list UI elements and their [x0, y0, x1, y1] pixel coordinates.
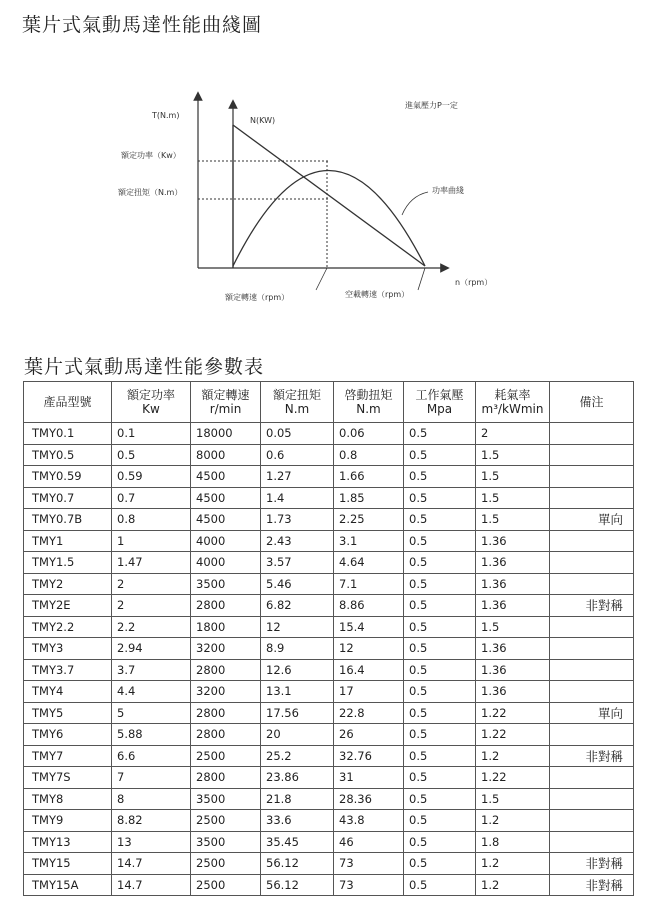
- table-cell: 1.22: [476, 724, 550, 746]
- table-cell: 1.36: [476, 552, 550, 574]
- table-cell: 25.2: [261, 745, 334, 767]
- table-cell: 1.73: [261, 509, 334, 531]
- table-cell: 非對稱: [550, 853, 634, 875]
- table-cell: 1.8: [476, 831, 550, 853]
- table-cell: [550, 444, 634, 466]
- table-cell: [550, 638, 634, 660]
- table-cell: TMY0.7: [24, 487, 112, 509]
- table-cell: 非對稱: [550, 595, 634, 617]
- table-cell: 1.47: [112, 552, 191, 574]
- table-cell: 1.36: [476, 638, 550, 660]
- table-row: [24, 788, 634, 810]
- column-header: [476, 382, 550, 423]
- table-row: [24, 638, 634, 660]
- table-cell: TMY1.5: [24, 552, 112, 574]
- rated-torque-label: 額定扭矩（N.m）: [118, 188, 183, 197]
- table-cell: TMY2.2: [24, 616, 112, 638]
- table-cell: [550, 659, 634, 681]
- table-row: [24, 487, 634, 509]
- table-cell: TMY7: [24, 745, 112, 767]
- table-cell: 13: [112, 831, 191, 853]
- table-cell: 0.5: [112, 444, 191, 466]
- table-row: [24, 681, 634, 703]
- table-cell: 1: [112, 530, 191, 552]
- performance-curve-diagram: [0, 0, 650, 340]
- table-cell: 非對稱: [550, 874, 634, 896]
- column-header-label: 額定功率: [126, 388, 175, 402]
- table-cell: [550, 681, 634, 703]
- table-cell: 0.5: [404, 659, 476, 681]
- table-cell: 12.6: [261, 659, 334, 681]
- table-cell: [550, 552, 634, 574]
- table-cell: 3.7: [112, 659, 191, 681]
- table-row: [24, 745, 634, 767]
- table-cell: TMY0.5: [24, 444, 112, 466]
- table-cell: TMY0.1: [24, 423, 112, 445]
- table-cell: 2500: [191, 874, 261, 896]
- table-cell: TMY8: [24, 788, 112, 810]
- table-cell: 4000: [191, 552, 261, 574]
- table-cell: 1.5: [476, 509, 550, 531]
- table-cell: 26: [334, 724, 404, 746]
- column-header: [191, 382, 261, 423]
- column-header: [404, 382, 476, 423]
- table-row: [24, 595, 634, 617]
- table-cell: 1.27: [261, 466, 334, 488]
- table-cell: 0.5: [404, 423, 476, 445]
- table-cell: 28.36: [334, 788, 404, 810]
- table-cell: TMY9: [24, 810, 112, 832]
- table-row: [24, 466, 634, 488]
- table-cell: 31: [334, 767, 404, 789]
- table-cell: 7.1: [334, 573, 404, 595]
- table-cell: 13.1: [261, 681, 334, 703]
- table-cell: 4.4: [112, 681, 191, 703]
- table-cell: 0.06: [334, 423, 404, 445]
- table-cell: 14.7: [112, 853, 191, 875]
- table-cell: 0.6: [261, 444, 334, 466]
- column-header-label: 工作氣壓: [415, 388, 464, 402]
- table-row: [24, 724, 634, 746]
- table-cell: [550, 616, 634, 638]
- table-cell: 8.9: [261, 638, 334, 660]
- table-row: [24, 874, 634, 896]
- no-load-speed-label: 空載轉速（rpm）: [345, 290, 410, 299]
- table-cell: 1.66: [334, 466, 404, 488]
- table-cell: 20: [261, 724, 334, 746]
- table-cell: 0.5: [404, 444, 476, 466]
- power-curve-label: 功率曲綫: [432, 186, 464, 195]
- table-cell: 15.4: [334, 616, 404, 638]
- table-header-row: [24, 382, 634, 423]
- table-title: 葉片式氣動馬達性能參數表: [24, 356, 265, 378]
- table-cell: 1.36: [476, 659, 550, 681]
- column-header-label: 備注: [579, 395, 604, 409]
- table-cell: 2.94: [112, 638, 191, 660]
- table-cell: 1.5: [476, 444, 550, 466]
- table-cell: 1.2: [476, 810, 550, 832]
- table-cell: 12: [334, 638, 404, 660]
- table-cell: [550, 466, 634, 488]
- torque-line: [233, 125, 425, 266]
- table-cell: TMY3.7: [24, 659, 112, 681]
- table-cell: 3200: [191, 638, 261, 660]
- table-cell: 5: [112, 702, 191, 724]
- table-row: [24, 702, 634, 724]
- rated-speed-label: 額定轉速（rpm）: [225, 293, 290, 302]
- table-cell: 46: [334, 831, 404, 853]
- n-kw-axis-label: N(KW): [250, 116, 276, 125]
- table-cell: 0.5: [404, 681, 476, 703]
- table-cell: 0.5: [404, 487, 476, 509]
- x-axis-label: n（rpm）: [455, 278, 493, 287]
- table-cell: TMY0.7B: [24, 509, 112, 531]
- table-cell: 0.5: [404, 788, 476, 810]
- table-cell: TMY2E: [24, 595, 112, 617]
- rated-power-label: 額定功率（Kw）: [121, 151, 181, 160]
- table-cell: TMY15A: [24, 874, 112, 896]
- table-row: [24, 810, 634, 832]
- table-cell: 2: [112, 595, 191, 617]
- table-cell: 0.5: [404, 874, 476, 896]
- table-cell: 單向: [550, 702, 634, 724]
- table-cell: 單向: [550, 509, 634, 531]
- table-cell: 7: [112, 767, 191, 789]
- column-header: [261, 382, 334, 423]
- table-row: [24, 767, 634, 789]
- table-cell: 0.5: [404, 638, 476, 660]
- table-cell: TMY5: [24, 702, 112, 724]
- table-cell: TMY1: [24, 530, 112, 552]
- table-cell: 8: [112, 788, 191, 810]
- table-cell: 1.5: [476, 616, 550, 638]
- table-cell: 12: [261, 616, 334, 638]
- chart-title: 葉片式氣動馬達性能曲綫圖: [22, 14, 263, 36]
- table-cell: 6.6: [112, 745, 191, 767]
- table-cell: 2500: [191, 810, 261, 832]
- table-cell: 0.5: [404, 530, 476, 552]
- table-cell: 1.5: [476, 487, 550, 509]
- table-cell: 4500: [191, 487, 261, 509]
- table-cell: 2800: [191, 724, 261, 746]
- column-header: [334, 382, 404, 423]
- table-cell: 18000: [191, 423, 261, 445]
- table-row: [24, 659, 634, 681]
- table-cell: 5.88: [112, 724, 191, 746]
- table-cell: 1.5: [476, 788, 550, 810]
- table-cell: 2.43: [261, 530, 334, 552]
- table-cell: 非對稱: [550, 745, 634, 767]
- table-cell: 2.25: [334, 509, 404, 531]
- table-cell: 2.2: [112, 616, 191, 638]
- table-cell: 2: [112, 573, 191, 595]
- table-cell: 0.7: [112, 487, 191, 509]
- table-cell: 1.36: [476, 595, 550, 617]
- table-cell: 0.5: [404, 595, 476, 617]
- table-cell: 0.8: [112, 509, 191, 531]
- table-row: [24, 552, 634, 574]
- table-cell: [550, 530, 634, 552]
- table-cell: 1.5: [476, 466, 550, 488]
- table-cell: 0.5: [404, 616, 476, 638]
- table-cell: 73: [334, 874, 404, 896]
- table-cell: 4500: [191, 509, 261, 531]
- table-cell: 1800: [191, 616, 261, 638]
- column-header: [24, 382, 112, 423]
- column-header-unit: Kw: [142, 402, 160, 416]
- table-cell: 17: [334, 681, 404, 703]
- table-cell: 6.82: [261, 595, 334, 617]
- table-cell: 3500: [191, 831, 261, 853]
- table-cell: [550, 767, 634, 789]
- table-cell: 2500: [191, 745, 261, 767]
- table-row: [24, 853, 634, 875]
- table-cell: TMY13: [24, 831, 112, 853]
- table-cell: 1.2: [476, 853, 550, 875]
- table-cell: 1.36: [476, 530, 550, 552]
- table-cell: 23.86: [261, 767, 334, 789]
- table-cell: 4000: [191, 530, 261, 552]
- table-cell: 3500: [191, 788, 261, 810]
- column-header-unit: N.m: [284, 402, 310, 416]
- table-row: [24, 616, 634, 638]
- table-cell: 0.5: [404, 466, 476, 488]
- table-row: [24, 509, 634, 531]
- table-cell: 0.5: [404, 702, 476, 724]
- table-cell: 0.05: [261, 423, 334, 445]
- table-cell: [550, 423, 634, 445]
- table-cell: 35.45: [261, 831, 334, 853]
- table-cell: TMY6: [24, 724, 112, 746]
- table-cell: 0.59: [112, 466, 191, 488]
- table-cell: 1.36: [476, 681, 550, 703]
- table-row: [24, 423, 634, 445]
- table-cell: 22.8: [334, 702, 404, 724]
- column-header: [550, 382, 634, 423]
- column-header-label: 額定轉速: [201, 388, 250, 402]
- table-cell: 33.6: [261, 810, 334, 832]
- power-curve: [233, 171, 425, 267]
- table-cell: 1.36: [476, 573, 550, 595]
- table-cell: 21.8: [261, 788, 334, 810]
- table-cell: TMY0.59: [24, 466, 112, 488]
- table-cell: 2800: [191, 702, 261, 724]
- table-cell: 0.5: [404, 745, 476, 767]
- table-cell: 56.12: [261, 853, 334, 875]
- table-cell: 8.86: [334, 595, 404, 617]
- table-cell: 2500: [191, 853, 261, 875]
- table-cell: 2: [476, 423, 550, 445]
- table-cell: 2800: [191, 595, 261, 617]
- table-cell: [550, 831, 634, 853]
- table-cell: 0.5: [404, 831, 476, 853]
- column-header-unit: Mpa: [426, 402, 453, 416]
- table-cell: 32.76: [334, 745, 404, 767]
- table-cell: 0.5: [404, 767, 476, 789]
- column-header-unit: N.m: [356, 402, 381, 416]
- table-cell: 73: [334, 853, 404, 875]
- table-cell: 0.5: [404, 853, 476, 875]
- table-cell: 0.5: [404, 810, 476, 832]
- table-cell: TMY2: [24, 573, 112, 595]
- table-cell: [550, 573, 634, 595]
- table-cell: 43.8: [334, 810, 404, 832]
- spec-table: [23, 381, 634, 896]
- table-row: [24, 444, 634, 466]
- table-cell: 1.85: [334, 487, 404, 509]
- table-cell: 14.7: [112, 874, 191, 896]
- table-cell: 1.22: [476, 702, 550, 724]
- table-cell: 16.4: [334, 659, 404, 681]
- table-cell: 2800: [191, 767, 261, 789]
- table-cell: 3500: [191, 573, 261, 595]
- table-cell: [550, 724, 634, 746]
- table-cell: 3.1: [334, 530, 404, 552]
- table-cell: TMY3: [24, 638, 112, 660]
- pressure-note: 進氣壓力P一定: [405, 101, 458, 110]
- table-cell: 3200: [191, 681, 261, 703]
- table-cell: 5.46: [261, 573, 334, 595]
- table-cell: 0.1: [112, 423, 191, 445]
- table-cell: 0.5: [404, 573, 476, 595]
- column-header-label: 啓動扭矩: [344, 388, 393, 402]
- column-header-label: 產品型號: [43, 395, 92, 409]
- table-cell: 0.5: [404, 509, 476, 531]
- table-cell: 4.64: [334, 552, 404, 574]
- table-cell: 1.4: [261, 487, 334, 509]
- table-cell: [550, 487, 634, 509]
- table-cell: 0.8: [334, 444, 404, 466]
- table-cell: TMY7S: [24, 767, 112, 789]
- table-cell: 2800: [191, 659, 261, 681]
- table-row: [24, 530, 634, 552]
- table-cell: 1.2: [476, 745, 550, 767]
- table-cell: 1.2: [476, 874, 550, 896]
- table-cell: 3.57: [261, 552, 334, 574]
- table-cell: 17.56: [261, 702, 334, 724]
- table-cell: TMY4: [24, 681, 112, 703]
- table-row: [24, 573, 634, 595]
- column-header-label: 額定扭矩: [272, 388, 321, 402]
- table-cell: 56.12: [261, 874, 334, 896]
- table-cell: 4500: [191, 466, 261, 488]
- table-cell: 1.22: [476, 767, 550, 789]
- table-cell: [550, 810, 634, 832]
- column-header: [112, 382, 191, 423]
- t-axis-label: T(N.m): [152, 111, 180, 120]
- table-row: [24, 831, 634, 853]
- table-cell: [550, 788, 634, 810]
- table-cell: 8000: [191, 444, 261, 466]
- column-header-unit: r/min: [209, 402, 242, 416]
- table-cell: TMY15: [24, 853, 112, 875]
- table-cell: 0.5: [404, 724, 476, 746]
- table-cell: 8.82: [112, 810, 191, 832]
- column-header-unit: m³/kWmin: [481, 402, 544, 416]
- column-header-label: 耗氣率: [494, 388, 531, 402]
- table-cell: 0.5: [404, 552, 476, 574]
